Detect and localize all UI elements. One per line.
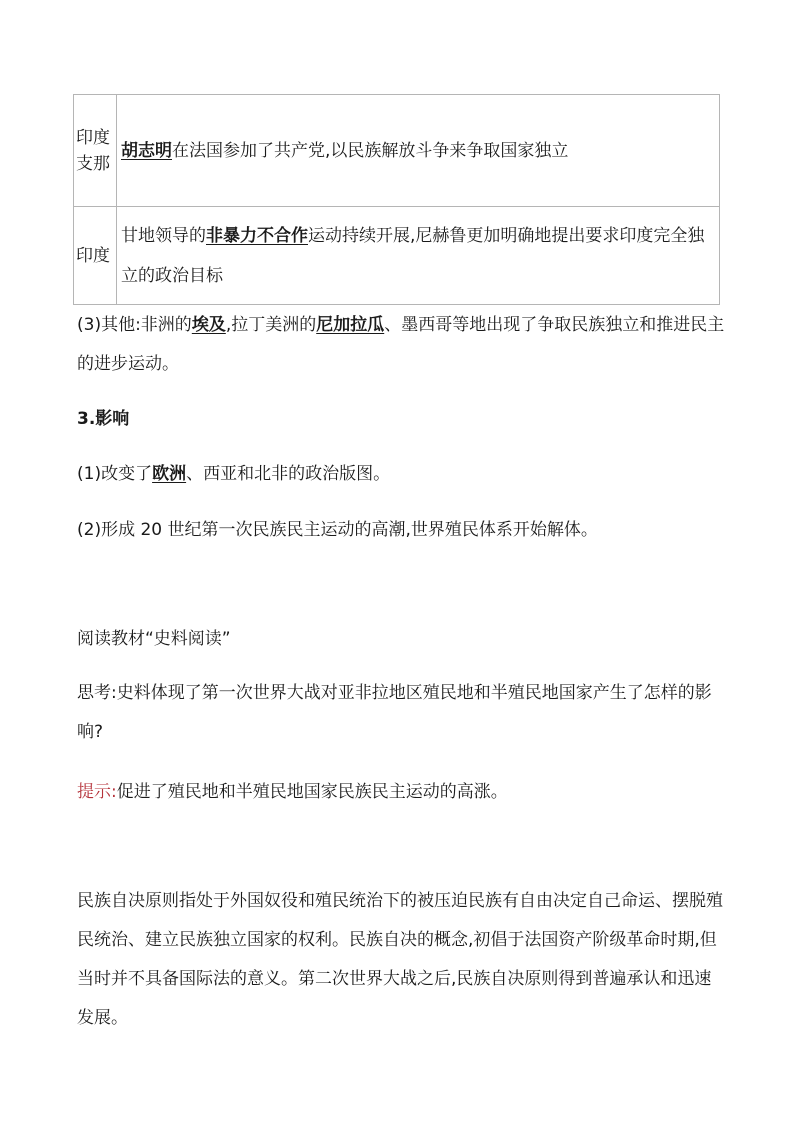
keyword: 欧洲 [152,464,187,484]
content-cell [117,95,720,207]
cell-text: 在法国参加了共产党,以民族解放斗争来争取国家独立 [172,140,569,161]
text-segment: ,拉丁美洲的 [225,315,317,335]
note-paragraph: 民族自决原则指处于外国奴役和殖民统治下的被压迫民族有自由决定自己命运、摆脱殖民统治、建立民族独立国家的权利。民族自决的概念,初倡于法国资产阶级革命时期,但当时并不具备国际法的意义。第二次世界大战之后,民族自决原则得到普遍承认和迅速发展。 [77,891,723,1028]
keyword: 埃及 [191,315,226,335]
text-segment: (1)改变了 [77,464,153,484]
impact-item-2: (2)形成 20 世纪第一次民族民主运动的高潮,世界殖民体系开始解体。 [77,520,598,540]
movement-table [73,94,720,305]
cell-text: 运动持续开展,尼赫鲁更加明确地提出要求印度完全独立的政治目标 [121,225,705,286]
table-row [74,95,720,207]
impact-item-1 [77,455,727,494]
text-segment: 、西亚和北非的政治版图。 [186,464,391,484]
cell-prefix: 甘地领导的 [121,225,206,246]
hint-text: 促进了殖民地和半殖民地国家民族民主运动的高涨。 [116,782,508,802]
impact-heading: 3.影响 [77,409,130,429]
hint-label: 提示: [77,782,117,802]
others-paragraph [77,306,727,384]
reading-title: 阅读教材“史料阅读” [77,629,231,649]
keyword: 胡志明 [121,140,172,161]
region-cell: 印度 [74,207,117,305]
text-segment: 、墨西哥等地出现了争取民族独立和推进民主的进步运动。 [77,315,725,374]
content-cell [117,207,720,305]
keyword: 非暴力不合作 [206,225,308,246]
reading-hint [77,773,727,812]
table-row [74,207,720,305]
text-segment: (3)其他:非洲的 [77,315,192,335]
reading-question: 思考:史料体现了第一次世界大战对亚非拉地区殖民地和半殖民地国家产生了怎样的影响? [77,683,712,742]
region-cell: 印度支那 [74,95,117,207]
keyword: 尼加拉瓜 [316,315,385,335]
